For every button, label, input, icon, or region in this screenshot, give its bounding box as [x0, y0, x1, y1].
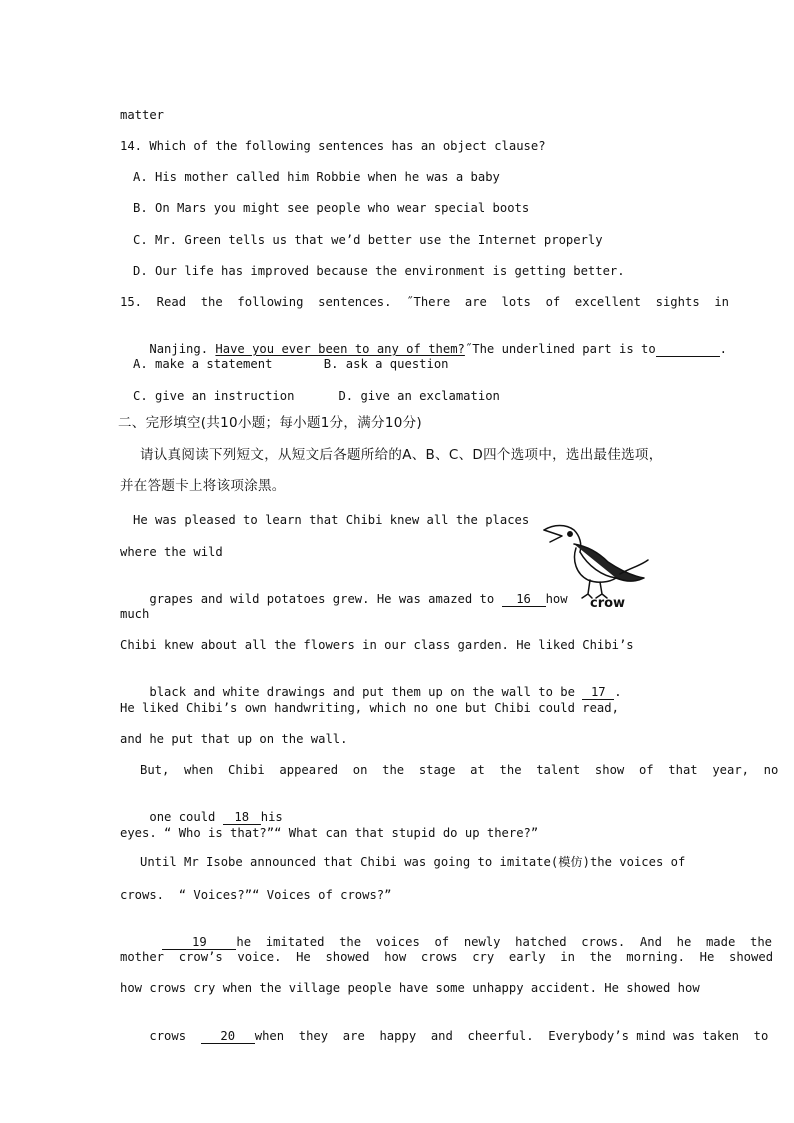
passage-line: and he put that up on the wall.: [120, 732, 348, 746]
text-line: matter: [120, 108, 165, 122]
text-span: one could: [149, 810, 223, 824]
passage-line: But, when Chibi appeared on the stage at the talent show of that year, no: [140, 763, 779, 777]
section-2-instruction-cont: 并在答题卡上将该项涂黑。: [120, 478, 286, 494]
blank-16: 16: [502, 592, 546, 607]
text-span: .: [614, 685, 622, 699]
crow-label: crow: [590, 596, 626, 611]
option-14c: C. Mr. Green tells us that we’d better use the Internet properly: [133, 233, 603, 247]
passage-line: mother crow’s voice. He showed how crows cry early in the morning. He showed: [120, 950, 774, 964]
blank-19: 19: [162, 935, 236, 950]
text-span: he imitated the voices of newly hatched crows. And he made the: [236, 935, 772, 949]
passage-line: Until Mr Isobe announced that Chibi was going to imitate(模仿)the voices of: [140, 855, 686, 869]
text-span: .: [719, 342, 728, 356]
passage-line: crows. “ Voices?”“ Voices of crows?”: [120, 888, 392, 902]
passage-line: He was pleased to learn that Chibi knew all the places: [133, 513, 530, 527]
text-span: his: [260, 810, 283, 824]
underlined-part: Have you ever been to any of them?: [215, 342, 465, 356]
blank-17: 17: [582, 685, 614, 700]
question-14: 14. Which of the following sentences has an object clause?: [120, 139, 546, 153]
blank-18: 18: [223, 810, 261, 825]
passage-line: how crows cry when the village people have some unhappy accident. He showed how: [120, 981, 700, 995]
text-span: crows: [149, 1029, 201, 1043]
blank-20: 20: [201, 1029, 255, 1044]
option-14b: B. On Mars you might see people who wear special boots: [133, 201, 530, 215]
text-span: ˝The underlined part is to: [464, 342, 656, 356]
answer-blank: [656, 342, 720, 357]
option-14a: A. His mother called him Robbie when he was a baby: [133, 170, 500, 184]
question-15-line1: 15. Read the following sentences. ˝There are lots of excellent sights in: [120, 295, 730, 309]
section-2-title: 二、完形填空(共10小题；每小题1分，满分10分): [118, 415, 422, 431]
text-span: Nanjing.: [149, 342, 216, 356]
text-span: how: [545, 592, 568, 606]
passage-line: eyes. “ Who is that?”“ What can that stupid do up there?”: [120, 826, 539, 840]
section-2-instruction: 请认真阅读下列短文，从短文后各题所给的A、B、C、D四个选项中，选出最佳选项，: [140, 447, 663, 463]
passage-line: Chibi knew about all the flowers in our class garden. He liked Chibi’s: [120, 638, 634, 652]
option-14d: D. Our life has improved because the environment is getting better.: [133, 264, 625, 278]
text-span: when they are happy and cheerful. Everybody’s mind was taken to: [254, 1029, 769, 1043]
passage-line: He liked Chibi’s own handwriting, which no one but Chibi could read,: [120, 701, 619, 715]
passage-line: [120, 1012, 769, 1060]
text-span: grapes and wild potatoes grew. He was amazed to: [149, 592, 502, 606]
text-span: black and white drawings and put them up on the wall to be: [149, 685, 583, 699]
options-15ab: A. make a statement B. ask a question: [133, 357, 449, 371]
passage-line: where the wild: [120, 545, 223, 559]
passage-line: much: [120, 607, 150, 621]
options-15cd: C. give an instruction D. give an exclamation: [133, 389, 500, 403]
